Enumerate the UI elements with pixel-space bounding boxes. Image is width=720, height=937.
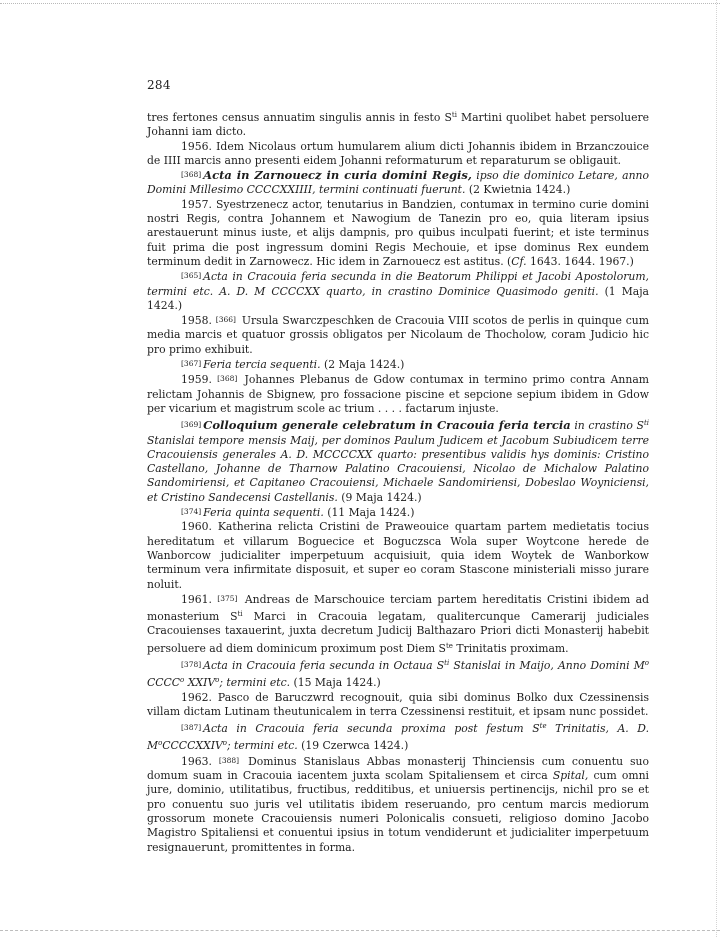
text-run: Johannes Plebanus de Gdow contumax in termino primo contra Annam relictam Johannis de Sbignew, pro fossacione piscine et sepcione sepium ibidem in Gdow per vicarium et magistrum scole ac trium . . . . factarum injuste. (147, 373, 649, 415)
reference-number: [387] (181, 723, 202, 733)
heading-date: (19 Czerwca 1424.) (297, 739, 409, 753)
reference-number: [369] (181, 420, 202, 430)
superscript: ti (444, 658, 450, 667)
heading-bold: Acta in Zarnouecz in curia domini Regis, (203, 168, 472, 183)
text-run: Marci in Cracouia legatam, qualitercunque Camerarij judiciales Cracouienses taxauerint, juxta decretum Judicij Balthazaro Priori dicti Monasterij habebit persoluere ad diem dominicum proximum post Diem S (147, 610, 649, 655)
heading-date: (9 Maja 1424.) (337, 490, 422, 504)
paragraph-continuation (147, 108, 649, 140)
text-italic: Spital, (552, 769, 589, 783)
entry-number: 1961. (181, 592, 218, 606)
superscript: te (539, 722, 547, 731)
superscript: ti (643, 419, 649, 428)
heading-369 (147, 416, 649, 505)
page-number: 284 (147, 78, 171, 92)
text-run: 1960. Katherina relicta Cristini de Praweouice quartam partem medietatis tocius hereditatum et villarum Boguecice et Boguczsca Wola super Woytcone herede de Wanborcow judicialiter imperpetuum acquisiuit, quia idem Woytek de Wanborkow terminum vera infirmitate disposuit, et super eo coram Stascone ministeriali misso jurare noluit. (147, 520, 649, 591)
heading-italic: Feria tercia sequenti. (203, 358, 321, 372)
reference-number: [388] (218, 755, 240, 765)
entry-1962 (147, 691, 649, 720)
heading-date: (15 Maja 1424.) (290, 676, 381, 690)
entry-1956 (147, 140, 649, 169)
text-italic: Cf. (511, 254, 527, 268)
heading-italic: ; termini etc. (219, 676, 291, 690)
heading-date: (2 Maja 1424.) (320, 358, 405, 372)
entry-number: 1959. (181, 373, 218, 387)
text-run: Ursula Swarczpeschken de Cracouia VIII scotos de perlis in quinque cum media marcis et quatuor grossis obligatos per Nicolaum de Thocholow, coram Judicio hic pro primo exhibuit. (147, 314, 650, 356)
superscript: ti (451, 111, 457, 119)
heading-date: (1 Maja 1424.) (147, 284, 649, 312)
heading-italic: Trinitatis, A. D. M (147, 722, 649, 753)
heading-italic: in crastino S (570, 419, 644, 433)
page-edge-top (0, 3, 720, 4)
text-run: Trinitatis proximam. (452, 641, 569, 655)
superscript: o (644, 658, 650, 667)
superscript: te (445, 641, 453, 650)
reference-number: [378] (181, 659, 202, 669)
heading-387 (147, 719, 649, 754)
text-run: 1957. Syestrzenecz actor, tenutarius in Bandzien, contumax in termino curie domini nostri Regis, contra Johannem et Nawogium de Tanezin pro eo, quia literam ipsius arestauerunt minus iuste, et alijs dampnis, pro quibus inculpati fuerint; et iste terminus fuit prima die post ingressum domini Regis Mechouie, et ipse dominus Rex eundem terminum dedit in Zarnowecz. Hic idem in Zarnouecz est astitus. ( (147, 197, 649, 268)
entry-1960 (147, 520, 649, 591)
text-run: 1962. Pasco de Baruczwrd recognouit, quia sibi dominus Bolko dux Czessinensis villam dictam Lutinam theutunicalem in terra Czessinensi restituit, et ipsam nunc possidet. (147, 690, 649, 718)
heading-italic: Acta in Cracouia feria secunda proxima post festum S (203, 722, 540, 736)
entry-number: 1958. (181, 314, 216, 328)
heading-365 (147, 269, 649, 313)
document-body (147, 108, 649, 855)
superscript: o (222, 739, 227, 748)
page-edge-right (716, 0, 717, 937)
entry-1959 (147, 372, 649, 416)
text-run: 1956. Idem Nicolaus ortum humularem alium dicti Johannis ibidem in Brzanczouice de IIII marcis anno presenti eidem Johanni reformaturum et reparaturum se obligauit. (147, 139, 649, 167)
heading-italic: XXIV (184, 676, 216, 690)
reference-number: [368] (181, 170, 202, 180)
entry-1961 (147, 592, 649, 656)
text-run: cum omni jure, dominio, utilitatibus, fructibus, redditibus, et uniuersis pertinencijs, nichil pro se et pro conuentu suo juris vel utilitatis ibidem reseruando, pro centum marcis mediorum grossorum monete Cracouiensis numeri Polonicalis consueti, religioso domino Jacobo Magistro Spitaliensi et conuentui ipsius in totum vendiderunt et judicialiter imperpetuum resignauerunt, promittentes in forma. (147, 769, 650, 854)
heading-date: (11 Maja 1424.) (323, 506, 415, 520)
reference-number: [367] (181, 359, 202, 369)
reference-number: [366] (215, 315, 236, 325)
superscript: o (180, 676, 185, 685)
reference-number: [365] (181, 271, 202, 281)
heading-367 (147, 357, 649, 372)
entry-number: 1963. (181, 754, 219, 768)
superscript: o (215, 676, 220, 685)
heading-italic: CCCC (147, 676, 181, 690)
entry-1958 (147, 313, 649, 357)
heading-date: (2 Kwietnia 1424.) (465, 183, 571, 197)
text-run: Dominus Stanislaus Abbas monasterij Thinciensis cum conuentu suo domum suam in Cracouia iacentem juxta scolam Spitaliensem et circa (147, 754, 650, 783)
superscript: o (158, 739, 163, 748)
reference-number: [375] (217, 593, 238, 603)
text-run: Andreas de Marschouice terciam partem hereditatis Cristini ibidem ad monasterium S (147, 592, 649, 624)
heading-italic: Stanislai in Maijo, Anno Domini M (449, 658, 645, 672)
heading-italic: ; termini etc. (226, 739, 298, 753)
text-run: 1643. 1644. 1967.) (526, 254, 634, 268)
text-run: Martini quolibet habet persoluere Johanni iam dicto. (147, 111, 650, 139)
heading-italic: Feria quinta sequenti. (203, 506, 324, 520)
heading-italic: Acta in Cracouia feria secunda in Octaua S (203, 658, 445, 672)
page-edge-bottom (0, 930, 720, 931)
heading-378 (147, 656, 649, 691)
superscript: ti (237, 610, 243, 619)
entry-1957 (147, 198, 649, 269)
text-run: tres fertones census annuatim singulis annis in festo S (147, 111, 452, 124)
heading-bold: Colloquium generale celebratum in Cracouia feria tercia (203, 418, 571, 433)
heading-italic: Stanislai tempore mensis Maij, per dominos Paulum Judicem et Jacobum Subiudicem terre Cracouiensis generales A. D. MCCCCXX quarto: presentibus validis hys dominis: Cristino Castellano, Johanne de Tharnow Palatino Cracouiensi, Nicolao de Michalow Palatino Sandomiriensi, et Capitaneo Cracouiensi, Michaele Sandomiriensi, Dobeslao Woyniciensi, et Cristino Sandecensi Castellanis. (147, 433, 649, 504)
heading-374 (147, 505, 649, 520)
entry-1963 (147, 754, 649, 855)
reference-number: [368] (217, 374, 238, 384)
reference-number: [374] (181, 507, 202, 517)
heading-italic: CCCCXXIV (162, 739, 223, 753)
heading-italic: ipso die dominico Letare, anno Domini Millesimo CCCCXXIIII, termini continuati fuerunt. (147, 169, 649, 197)
heading-368 (147, 168, 649, 198)
heading-italic: Acta in Cracouia feria secunda in die Beatorum Philippi et Jacobi Apostolorum, termini etc. A. D. M CCCCXX quarto, in crastino Dominice Quasimodo geniti. (147, 270, 649, 298)
